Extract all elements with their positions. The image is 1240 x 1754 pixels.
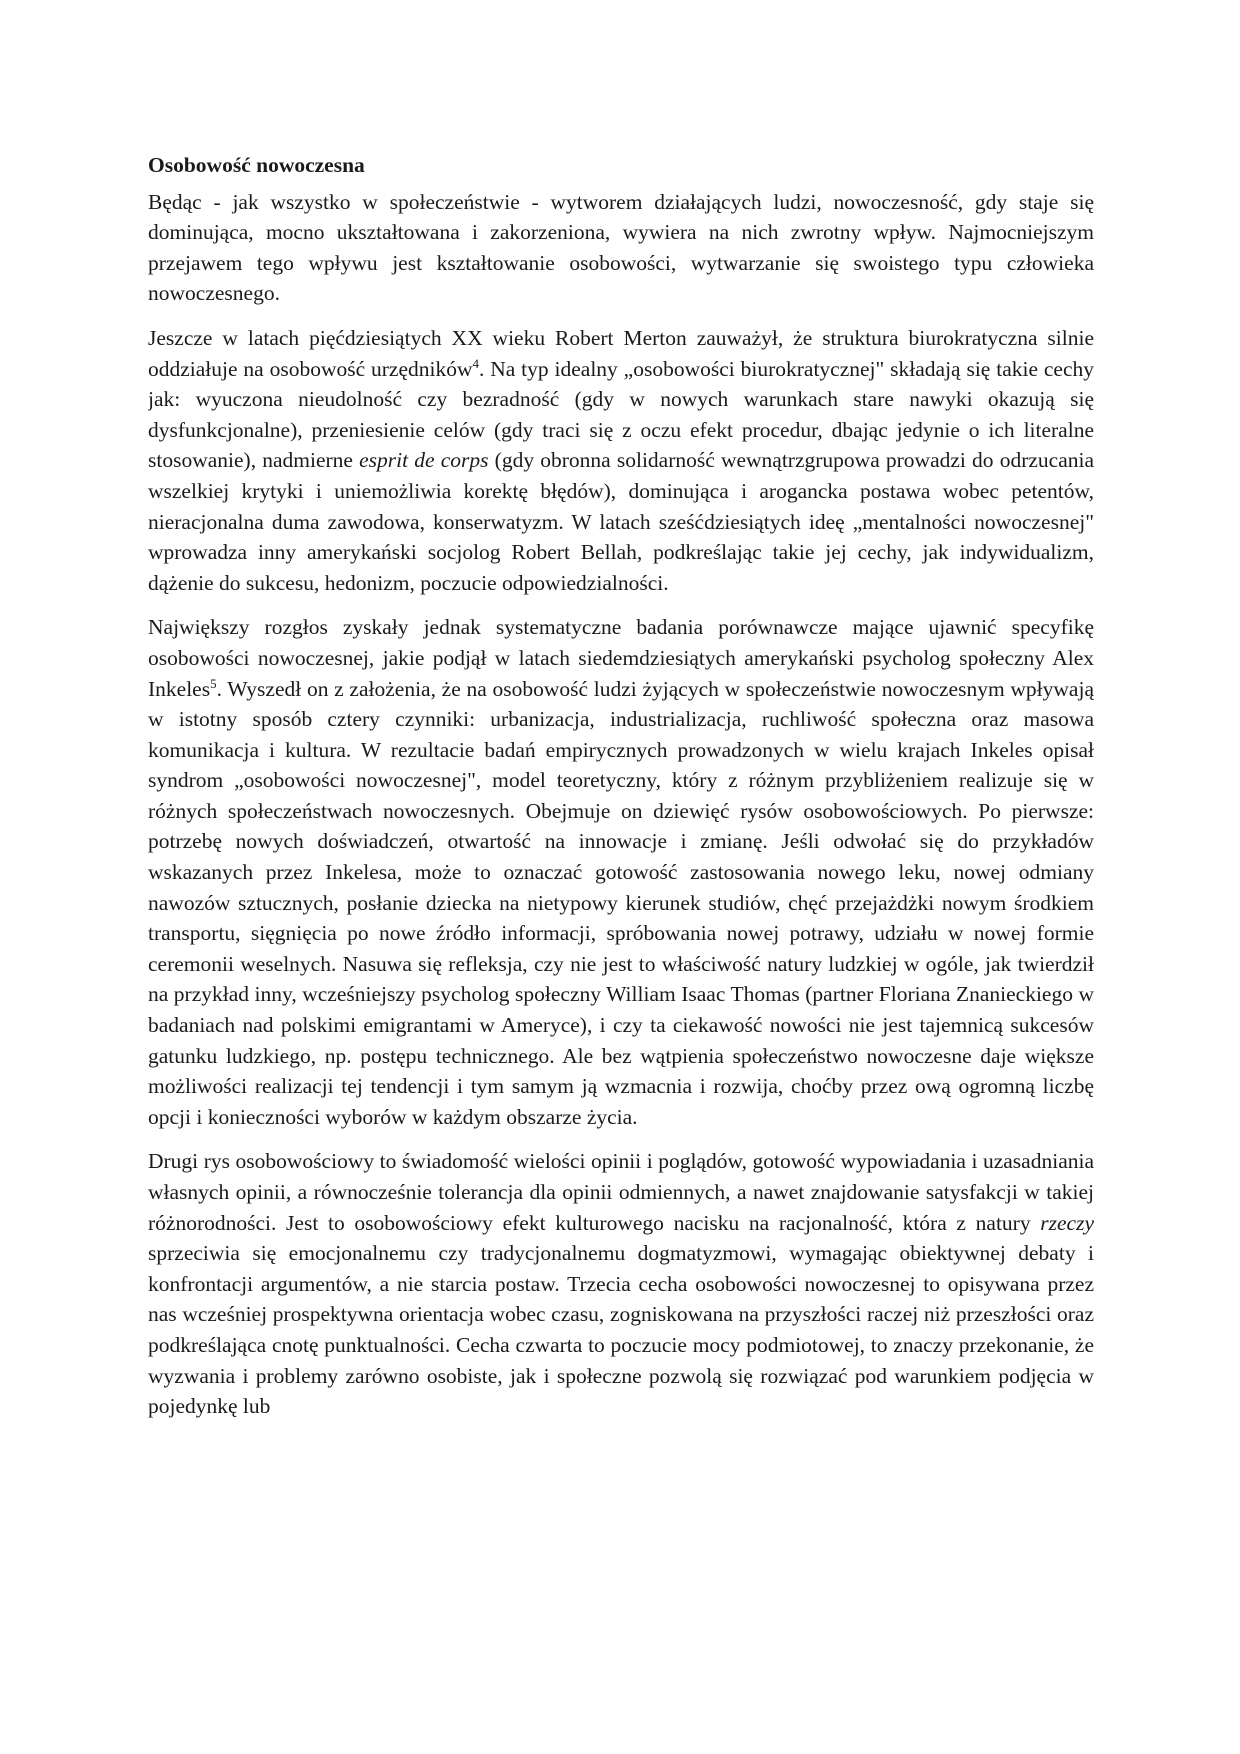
footnote-marker: 5	[210, 675, 217, 691]
paragraph-text: sprzeciwia się emocjonalnemu czy tradycjonalnemu dogmatyzmowi, wymagając obiektywnej debaty i konfrontacji argumentów, a nie starcia postaw. Trzecia cecha osobowości nowoczesnej to opisywana przez nas wcześniej prospektywna orientacja wobec czasu, zogniskowana na przyszłości raczej niż przeszłości oraz podkreślająca cnotę punktualności. Cecha czwarta to poczucie mocy podmiotowej, to znaczy przekonanie, że wyzwania i problemy zarówno osobiste, jak i społeczne pozwolą się rozwiązać pod warunkiem podjęcia w pojedynkę lub	[148, 1241, 1094, 1419]
document-body	[148, 187, 1094, 1422]
paragraph	[148, 1146, 1094, 1421]
paragraph-text: . Na typ idealny „osobowości biurokratycznej" składają się takie cechy jak: wyuczona nieudolność czy bezradność (gdy w nowych warunkach stare nawyki okazują się dysfunkcjonalne), przeniesienie celów (gdy traci się z oczu efekt procedur, dbając jedynie o ich literalne stosowanie), nadmierne	[148, 356, 1094, 473]
paragraph	[148, 323, 1094, 598]
paragraph-text: Będąc - jak wszystko w społeczeństwie - wytworem działających ludzi, nowoczesność, gdy staje się dominująca, mocno ukształtowana i zakorzeniona, wywiera na nich zwrotny wpływ. Najmocniejszym przejawem tego wpływu jest kształtowanie osobowości, wytwarzanie się swoistego typu człowieka nowoczesnego.	[148, 189, 1094, 306]
document-page	[148, 140, 1094, 1730]
italic-text: rzeczy	[1040, 1210, 1094, 1235]
paragraph-text: (gdy obronna solidarność wewnątrzgrupowa prowadzi do odrzucania wszelkiej krytyki i uniemożliwia korektę błędów), dominująca i arogancka postawa wobec petentów, nieracjonalna duma zawodowa, konserwatyzm. W latach sześćdziesiątych ideę „mentalności nowoczesnej" wprowadza inny amerykański socjolog Robert Bellah, podkreślając takie jej cechy, jak indywidualizm, dążenie do sukcesu, hedonizm, poczucie odpowiedzialności.	[148, 448, 1094, 595]
italic-text: esprit de corps	[359, 448, 489, 473]
paragraph-text: Drugi rys osobowościowy to świadomość wielości opinii i poglądów, gotowość wypowiadania i uzasadniania własnych opinii, a równocześnie tolerancja dla opinii odmiennych, a nawet znajdowanie satysfakcji w takiej różnorodności. Jest to osobowościowy efekt kulturowego nacisku na racjonalność, która z natury	[148, 1149, 1094, 1235]
footnote-marker: 4	[472, 355, 479, 371]
paragraph	[148, 612, 1094, 1132]
paragraph-text: . Wyszedł on z założenia, że na osobowość ludzi żyjących w społeczeństwie nowoczesnym wpływają w istotny sposób cztery czynniki: urbanizacja, industrializacja, ruchliwość społeczna oraz masowa komunikacja i kultura. W rezultacie badań empirycznych prowadzonych w wielu krajach Inkeles opisał syndrom „osobowości nowoczesnej", model teoretyczny, który z różnym przybliżeniem realizuje się w różnych społeczeństwach nowoczesnych. Obejmuje on dziewięć rysów osobowościowych. Po pierwsze: potrzebę nowych doświadczeń, otwartość na innowacje i zmianę. Jeśli odwołać się do przykładów wskazanych przez Inkelesa, może to oznaczać gotowość zastosowania nowego leku, nowej odmiany nawozów sztucznych, posłanie dziecka na nietypowy kierunek studiów, chęć przejażdżki nowym środkiem transportu, sięgnięcia po nowe źródło informacji, spróbowania nowej potrawy, udziału w nowej formie ceremonii weselnych. Nasuwa się refleksja, czy nie jest to właściwość natury ludzkiej w ogóle, jak twierdził na przykład inny, wcześniejszy psycholog społeczny William Isaac Thomas (partner Floriana Znanieckiego w badaniach nad polskimi emigrantami w Ameryce), i czy ta ciekawość nowości nie jest tajemnicą sukcesów gatunku ludzkiego, np. postępu technicznego. Ale bez wątpienia społeczeństwo nowoczesne daje większe możliwości realizacji tej tendencji i tym samym ją wzmacnia i rozwija, choćby przez ową ogromną liczbę opcji i konieczności wyborów w każdym obszarze życia.	[148, 676, 1094, 1129]
paragraph-text: Największy rozgłos zyskały jednak systematyczne badania porównawcze mające ujawnić specyfikę osobowości nowoczesnej, jakie podjął w latach siedemdziesiątych amerykański psycholog społeczny Alex Inkeles	[148, 615, 1094, 701]
paragraph	[148, 187, 1094, 309]
paragraph-text: Jeszcze w latach pięćdziesiątych XX wieku Robert Merton zauważył, że struktura biurokratyczna silnie oddziałuje na osobowość urzędników	[148, 325, 1094, 381]
document-title: Osobowość nowoczesna	[148, 153, 365, 177]
